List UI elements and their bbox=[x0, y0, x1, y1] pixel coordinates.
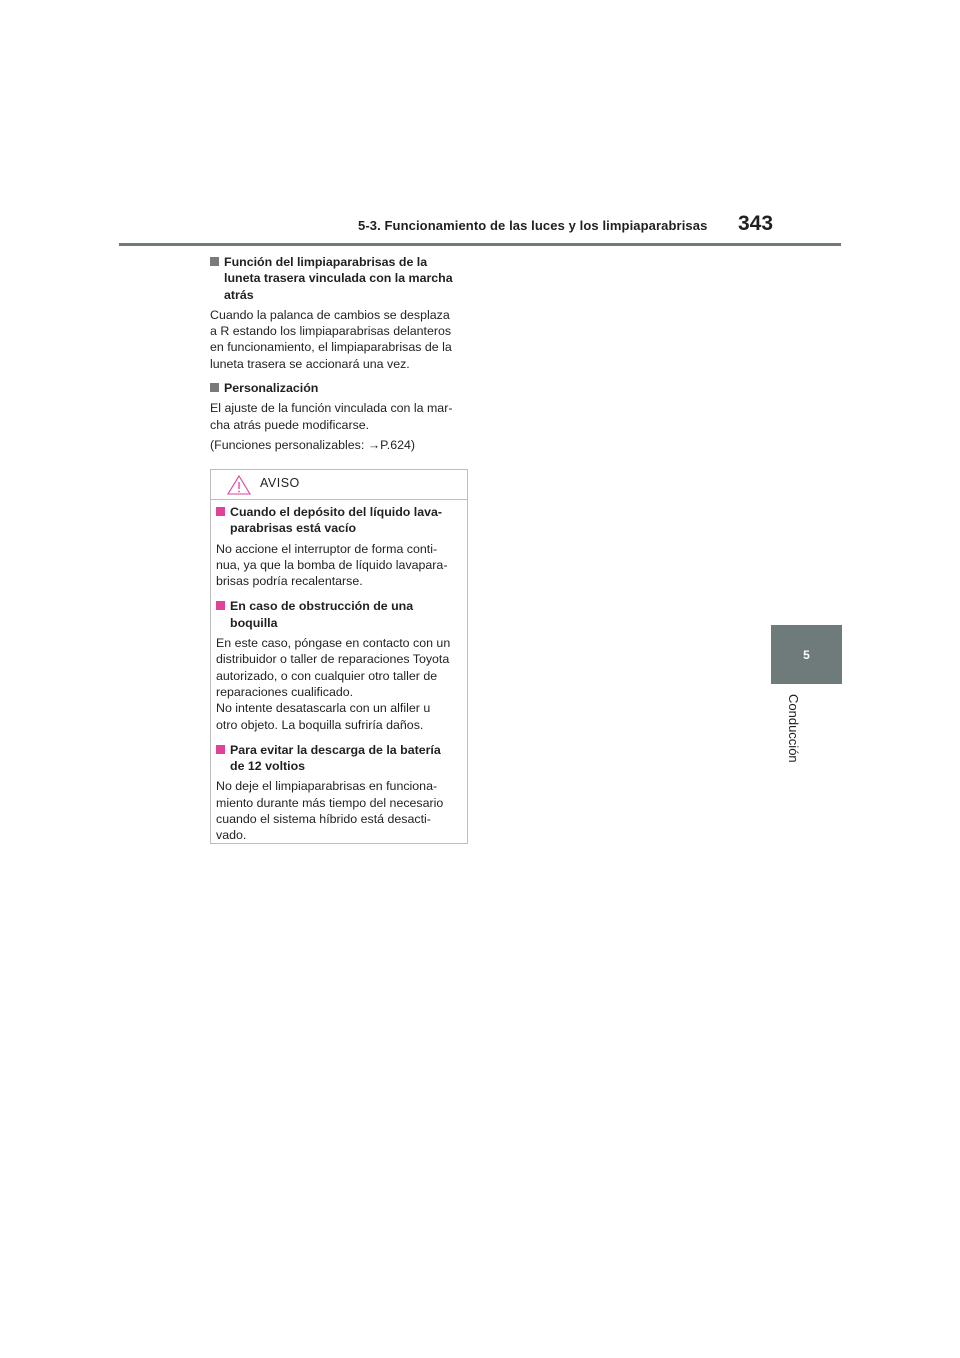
caution-box bbox=[210, 469, 468, 844]
square-bullet-icon bbox=[216, 601, 225, 610]
text-line: autorizado, o con cualquier otro taller de bbox=[216, 668, 438, 683]
paragraph bbox=[210, 400, 466, 433]
caution-heading bbox=[216, 742, 459, 775]
text-line: a R estando los limpiaparabrisas delanteros bbox=[210, 324, 452, 339]
section-title: 5-3. Funcionamiento de las luces y los limpiaparabrisas bbox=[358, 218, 708, 233]
heading-line: Personalización bbox=[224, 381, 319, 396]
section-heading bbox=[210, 254, 466, 303]
heading-line: luneta trasera vinculada con la marcha bbox=[224, 271, 453, 286]
heading-line: boquilla bbox=[230, 615, 278, 630]
caution-header bbox=[211, 470, 467, 500]
text-line: luneta trasera se accionará una vez. bbox=[210, 356, 410, 371]
square-bullet-icon bbox=[216, 507, 225, 516]
text-line: brisas podría recalentarse. bbox=[216, 574, 363, 589]
caution-heading bbox=[216, 504, 459, 537]
text-line: cuando el sistema híbrido está desacti- bbox=[216, 812, 431, 827]
square-bullet-icon bbox=[216, 745, 225, 754]
text-line: Cuando la palanca de cambios se desplaza bbox=[210, 307, 450, 322]
heading-line: Función del limpiaparabrisas de la bbox=[224, 255, 428, 269]
header-rule bbox=[119, 243, 841, 246]
text-line: vado. bbox=[216, 828, 247, 843]
text-line: cha atrás puede modificarse. bbox=[210, 417, 370, 432]
chapter-number: 5 bbox=[803, 647, 810, 662]
caution-body bbox=[211, 500, 467, 844]
text-line: distribuidor o taller de reparaciones Toyota bbox=[216, 652, 450, 667]
text-line: En este caso, póngase en contacto con un bbox=[216, 636, 451, 651]
text-line: El ajuste de la función vinculada con la mar- bbox=[210, 401, 453, 416]
paragraph bbox=[216, 778, 459, 843]
heading-line: En caso de obstrucción de una bbox=[230, 599, 414, 614]
section-heading bbox=[210, 380, 466, 396]
caution-heading bbox=[216, 598, 459, 631]
text-line: No intente desatascarla con un alfiler u bbox=[216, 701, 431, 716]
text-line: No deje el limpiaparabrisas en funciona- bbox=[216, 779, 438, 794]
page-reference: (Funciones personalizables: →P.624) bbox=[210, 437, 416, 452]
paragraph bbox=[210, 437, 466, 453]
warning-triangle-icon bbox=[227, 475, 251, 495]
heading-line: Cuando el depósito del líquido lava- bbox=[230, 505, 443, 519]
square-bullet-icon bbox=[210, 257, 219, 266]
text-line: reparaciones cualificado. bbox=[216, 684, 354, 699]
text-line: nua, ya que la bomba de líquido lavapara- bbox=[216, 557, 448, 572]
text-line: miento durante más tiempo del necesario bbox=[216, 795, 444, 810]
heading-line: atrás bbox=[224, 287, 254, 302]
page-number: 343 bbox=[738, 212, 774, 235]
text-line: No accione el interruptor de forma conti- bbox=[216, 541, 438, 556]
square-bullet-icon bbox=[210, 383, 219, 392]
text-line: en funcionamiento, el limpiaparabrisas de la bbox=[210, 340, 452, 355]
main-content bbox=[210, 254, 466, 453]
paragraph bbox=[210, 307, 466, 372]
heading-line: Para evitar la descarga de la batería bbox=[230, 742, 441, 757]
heading-line: parabrisas está vacío bbox=[230, 521, 357, 536]
text-line: otro objeto. La boquilla sufriría daños. bbox=[216, 717, 424, 732]
chapter-label: Conducción bbox=[786, 694, 801, 763]
chapter-tab bbox=[771, 625, 842, 684]
heading-line: de 12 voltios bbox=[230, 759, 306, 774]
caution-title: AVISO bbox=[260, 476, 300, 490]
paragraph bbox=[216, 635, 459, 733]
paragraph bbox=[216, 541, 459, 590]
